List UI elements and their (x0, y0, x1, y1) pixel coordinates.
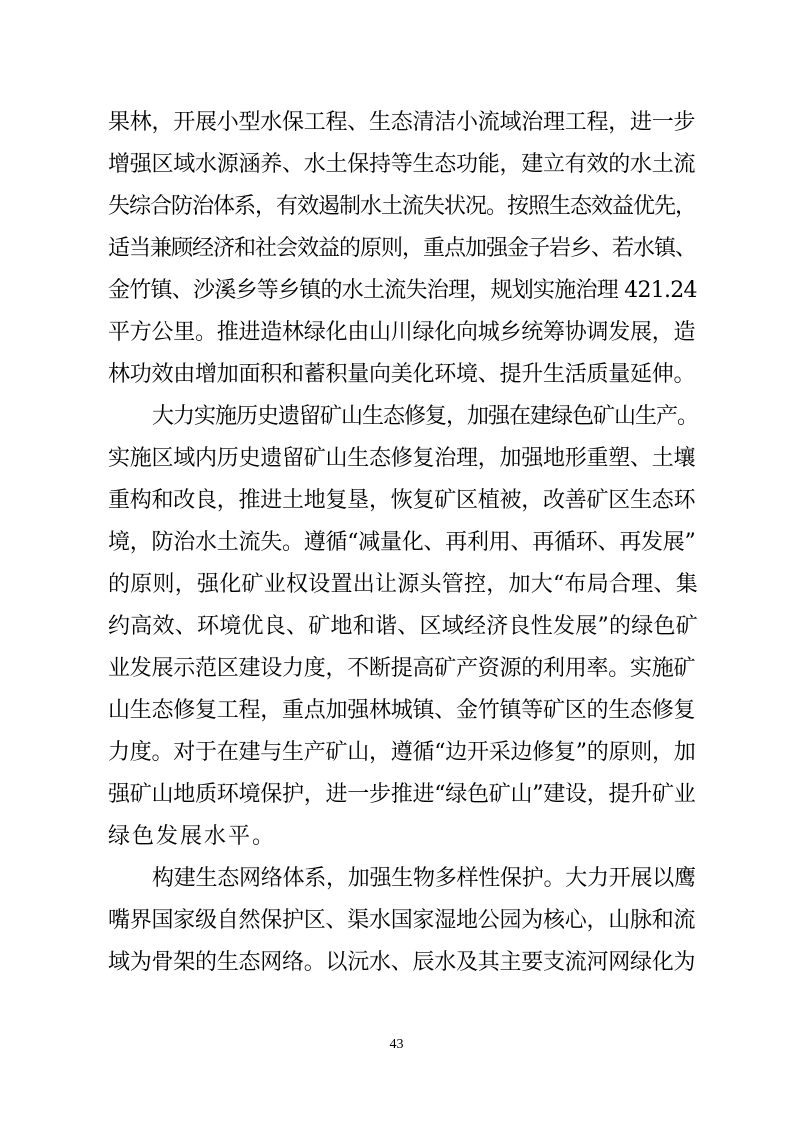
paragraph-1-line-7: 林功效由增加面积和蓄积量向美化环境、提升生活质量延伸。 (108, 362, 696, 387)
paragraph-2-line-11: 绿色发展水平。 (108, 824, 277, 849)
paragraph-2-line-8: 山生态修复工程，重点加强林城镇、金竹镇等矿区的生态修复 (108, 698, 696, 723)
paragraph-3-line-2: 嘴界国家级自然保护区、渠水国家湿地公园为核心，山脉和流 (108, 908, 696, 933)
paragraph-3-line-3: 域为骨架的生态网络。以沅水、辰水及其主要支流河网绿化为 (108, 950, 696, 975)
paragraph-1-line-5: 金竹镇、沙溪乡等乡镇的水土流失治理，规划实施治理 421.24 (108, 278, 697, 303)
paragraph-1-line-1: 果林，开展小型水保工程、生态清洁小流域治理工程，进一步 (108, 110, 696, 135)
paragraph-1-line-2: 增强区域水源涵养、水土保持等生态功能，建立有效的水土流 (108, 152, 696, 177)
paragraph-1-line-4: 适当兼顾经济和社会效益的原则，重点加强金子岩乡、若水镇、 (108, 236, 697, 261)
paragraph-2-line-7: 业发展示范区建设力度，不断提高矿产资源的利用率。实施矿 (108, 656, 696, 681)
paragraph-3-line-1: 构建生态网络体系，加强生物多样性保护。大力开展以鹰 (152, 866, 696, 891)
paragraph-1-line-6: 平方公里。推进造林绿化由山川绿化向城乡统筹协调发展，造 (108, 320, 696, 345)
paragraph-2-line-2: 实施区域内历史遗留矿山生态修复治理，加强地形重塑、土壤 (108, 446, 696, 471)
page-number: 43 (389, 1037, 404, 1052)
paragraph-2-line-4: 境，防治水土流失。遵循“减量化、再利用、再循环、再发展” (108, 530, 696, 555)
paragraph-2-line-1: 大力实施历史遗留矿山生态修复，加强在建绿色矿山生产。 (152, 404, 699, 429)
paragraph-2-line-6: 约高效、环境优良、矿地和谐、区域经济良性发展”的绿色矿 (108, 614, 698, 639)
paragraph-2-line-5: 的原则，强化矿业权设置出让源头管控，加大“布局合理、集 (108, 572, 698, 597)
paragraph-2-line-10: 强矿山地质环境保护，进一步推进“绿色矿山”建设，提升矿业 (108, 782, 696, 807)
paragraph-2-line-9: 力度。对于在建与生产矿山，遵循“边开采边修复”的原则，加 (108, 740, 696, 765)
paragraph-1-line-3: 失综合防治体系，有效遏制水土流失状况。按照生态效益优先， (108, 194, 697, 219)
paragraph-2-line-3: 重构和改良，推进土地复垦，恢复矿区植被，改善矿区生态环 (108, 488, 696, 513)
